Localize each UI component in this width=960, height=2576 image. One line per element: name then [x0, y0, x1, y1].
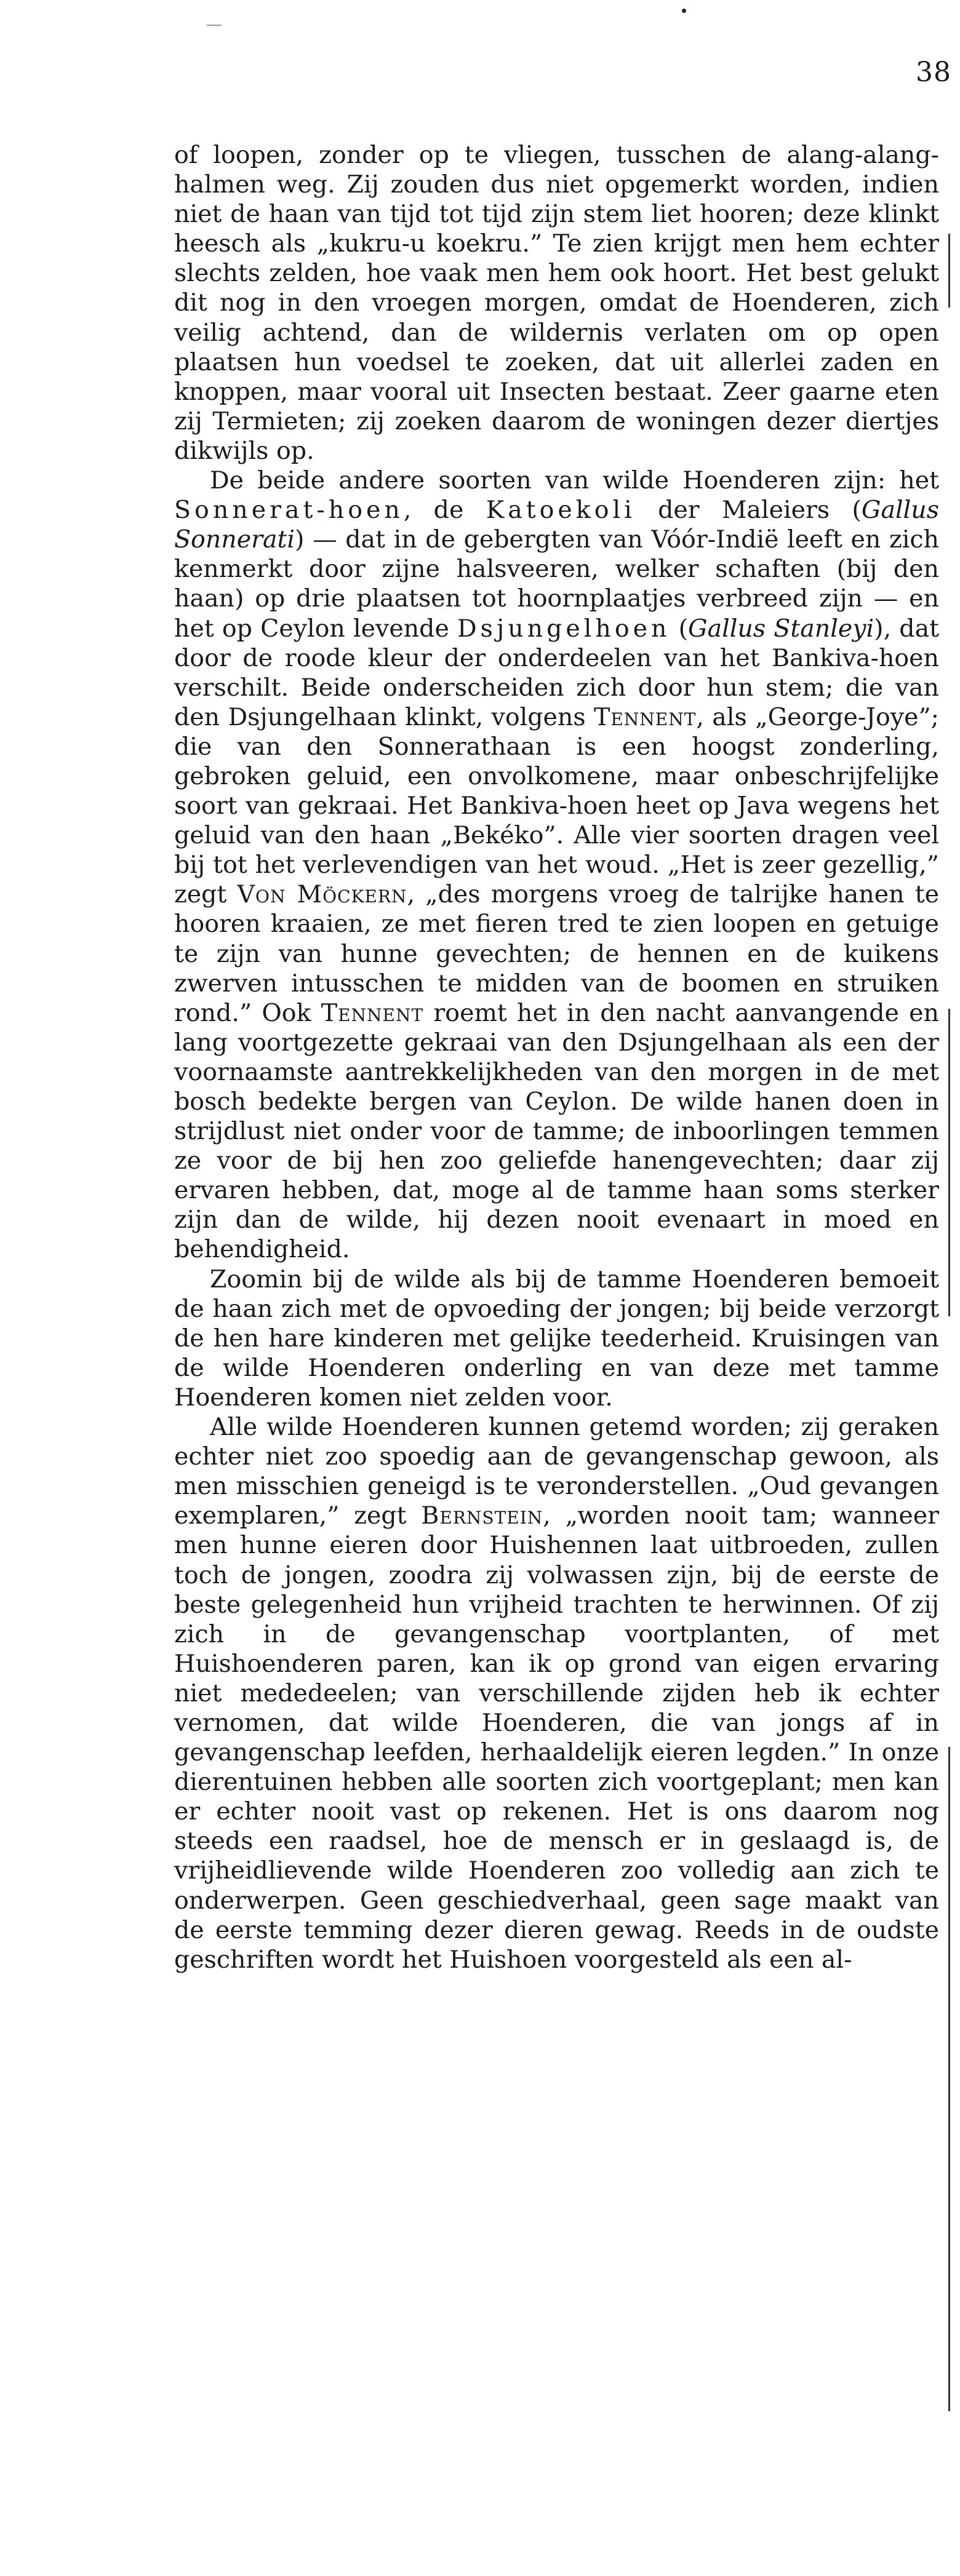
body-text: Zoomin bij de wilde als bij de tamme Hoenderen bemoeit de haan zich met de opvoeding der jongen; bij beide verzorgt de hen hare kinderen met gelijke teederheid. Kruisingen van de wilde Hoenderen onderling en van deze met tamme Hoenderen komen niet zelden voor. [174, 1265, 939, 1412]
paragraph-2 [174, 466, 939, 1265]
common-name: Katoekoli [486, 496, 636, 525]
body-text: ( [670, 614, 689, 643]
body-text: , „des morgens vroeg de talrijke hanen te hooren kraaien, ze met fieren tred te zien loopen en getuige te zijn van hunne gevechten; de hennen en de kuikens zwerven intusschen te midden van de boomen en struiken rond.” Ook [174, 880, 939, 1027]
page-number: 38 [916, 57, 951, 88]
body-text: der Maleiers ( [635, 496, 862, 525]
body-text: , „worden nooit tam; wanneer men hunne eieren door Huishennen laat uitbroeden, zullen toch de jongen, zoodra zij volwassen zijn, bij de eerste de beste gelegenheid hun vrijheid trachten te herwinnen. Of zij zich in de gevangenschap voortplanten, of met Huishoenderen paren, kan ik op grond van eigen ervaring niet mededeelen; van verschillende zijden heb ik echter vernomen, dat wilde Hoenderen, die van jongs af in gevangenschap leefden, herhaaldelijk eieren legden.” In onze dierentuinen hebben alle soorten zich voortgeplant; men kan er echter nooit vast op rekenen. Het is ons daarom nog steeds een raadsel, hoe de mensch er in geslaagd is, de vrijheidlievende wilde Hoenderen zoo volledig aan zich te onderwerpen. Geen geschiedverhaal, geen sage maakt van de eerste temming dezer dieren gewag. Reeds in de oudste geschriften wordt het Huishoen voorgesteld als een al- [174, 1501, 939, 1974]
text-column [174, 140, 939, 1974]
margin-rule-upper [948, 234, 950, 308]
author-name: Tennent [321, 998, 424, 1027]
body-text: roemt het in den nacht aanvangende en lang voortgezette gekraai van den Dsjungelhaan als een der voornaamste aantrekkelijkheden van den morgen in de met bosch bedekte bergen van Ceylon. De wilde hanen doen in strijdlust niet onder voor de tamme; de inboorlingen temmen ze voor de bij hen zoo geliefde hanengevechten; daar zij ervaren hebben, dat, moge al de tamme haan soms sterker zijn dan de wilde, hij dezen nooit evenaart in moed en behendigheid. [174, 998, 939, 1264]
author-name: Bernstein [421, 1501, 543, 1530]
common-name: Sonnerat-hoen [174, 496, 404, 525]
body-text: Alle wilde Hoenderen kunnen getemd worden; zij geraken echter niet zoo spoedig aan de gevangenschap gewoon, als men misschien geneigd is te veronderstellen. „Oud gevangen exemplaren,” zegt [174, 1413, 939, 1530]
margin-rule-middle [948, 1009, 950, 1316]
margin-rule-bottom [948, 1747, 950, 2411]
author-name: Von Möckern [237, 880, 407, 909]
species-name: Gallus Sonnerati [174, 496, 939, 554]
common-name: Dsjungelhoen [457, 614, 671, 643]
body-text: , de [403, 496, 486, 525]
margin-rule-lower [948, 1169, 950, 1206]
body-text: ), dat door de roode kleur der onderdeelen van het Bankiva-hoen verschilt. Beide onderscheiden zich door hun stem; die van den Dsjungelhaan klinkt, volgens [174, 614, 940, 731]
species-name: Gallus Stanleyi [688, 614, 874, 643]
paragraph-1 [174, 140, 939, 466]
paragraph-3 [174, 1265, 939, 1412]
body-text: ) — dat in de gebergten van Vóór-Indië leeft en zich kenmerkt door zijne halsveeren, welker schaften (bij den haan) op drie plaatsen tot hoornplaatjes verbreed zijn — en het op Ceylon levende [174, 525, 939, 643]
print-speck-top [682, 9, 686, 13]
paragraph-4 [174, 1412, 939, 1974]
print-speck-top-left [207, 25, 222, 26]
body-text: , als „George-Joye”; die van den Sonnerathaan is een hoogst zonderling, gebroken geluid, een onvolkomene, maar onbeschrijfelijke soort van gekraai. Het Bankiva-hoen heet op Java wegens het geluid van den haan „Bekéko”. Alle vier soorten dragen veel bij tot het verlevendigen van het woud. „Het is zeer gezellig,” zegt [174, 702, 939, 909]
author-name: Tennent [593, 702, 697, 731]
body-text: De beide andere soorten van wilde Hoenderen zijn: het [210, 466, 939, 495]
body-text: of loopen, zonder op te vliegen, tusschen de alang-alang-halmen weg. Zij zouden dus niet opgemerkt worden, indien niet de haan van tijd tot tijd zijn stem liet hooren; deze klinkt heesch als „kukru-u koekru.” Te zien krijgt men hem echter slechts zelden, hoe vaak men hem ook hoort. Het best gelukt dit nog in den vroegen morgen, omdat de Hoenderen, zich veilig achtend, dan de wildernis verlaten om op open plaatsen hun voedsel te zoeken, dat uit allerlei zaden en knoppen, maar vooral uit Insecten bestaat. Zeer gaarne eten zij Termieten; zij zoeken daarom de woningen dezer diertjes dikwijls op. [174, 141, 939, 465]
